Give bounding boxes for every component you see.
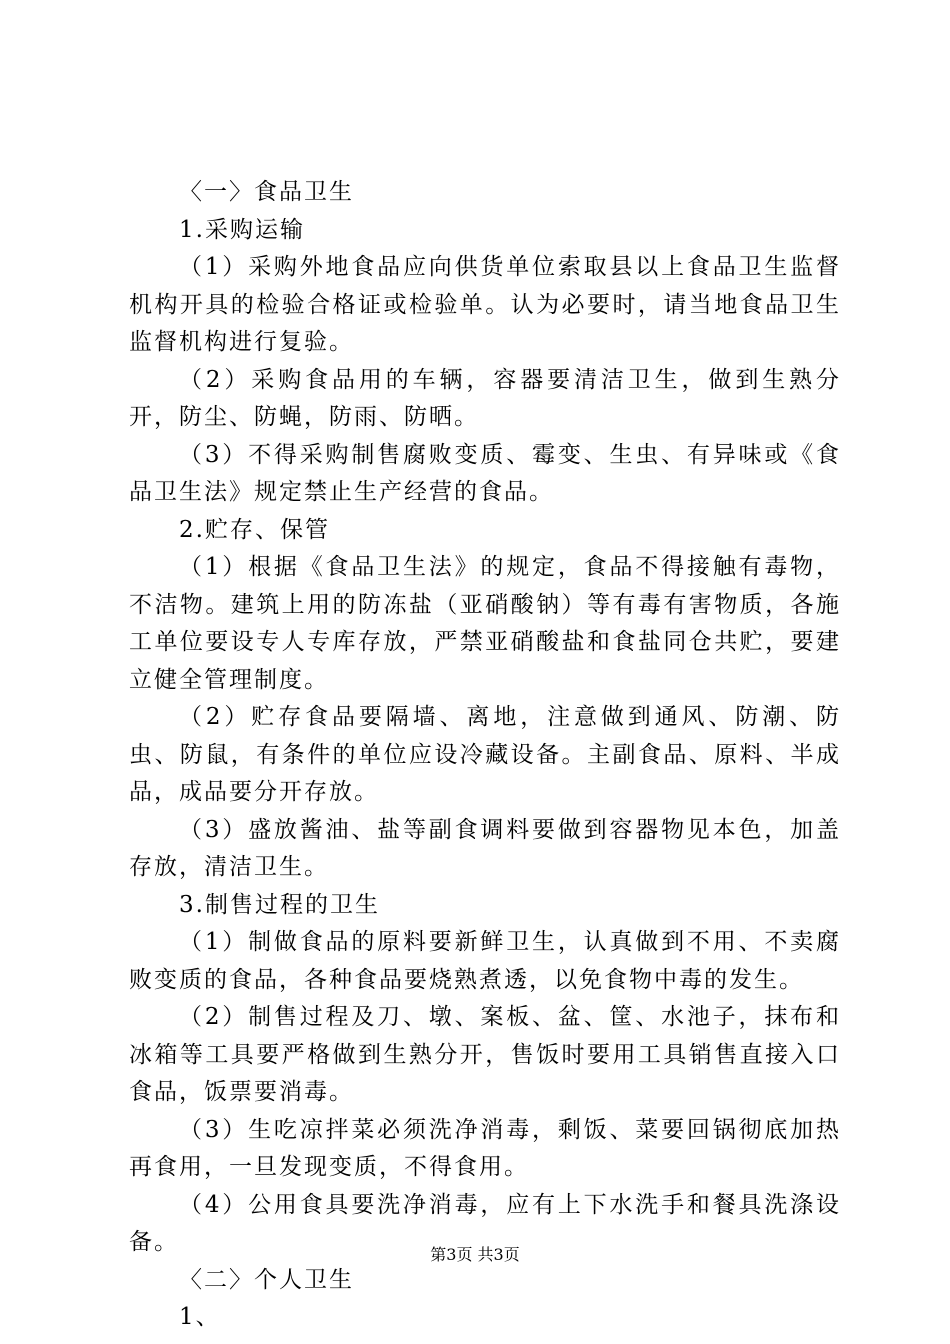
paragraph-storage-1: （1）根据《食品卫生法》的规定，食品不得接触有毒物，不洁物。建筑上用的防冻盐（亚硝酸钠）等有毒有害物质，各施工单位要设专人专库存放，严禁亚硝酸盐和食盐同仓共贮，要建立健全管理制度。 — [129, 554, 841, 693]
paragraph-process-1: （1）制做食品的原料要新鲜卫生，认真做到不用、不卖腐败变质的食品，各种食品要烧熟煮透，以免食物中毒的发生。 — [129, 929, 841, 993]
paragraph-storage-2: （2）贮存食品要隔墙、离地，注意做到通风、防潮、防虫、防鼠，有条件的单位应设冷藏设备。主副食品、原料、半成品，成品要分开存放。 — [129, 704, 841, 805]
document-body — [129, 174, 841, 1337]
section-heading-personal-hygiene: 〈二〉个人卫生 — [179, 1266, 354, 1293]
paragraph-process-2: （2）制售过程及刀、墩、案板、盆、筐、水池子，抹布和冰箱等工具要严格做到生熟分开，售饭时要用工具销售直接入口食品，饭票要消毒。 — [129, 1004, 841, 1105]
paragraph-process-4: （4）公用食具要洗净消毒，应有上下水洗手和餐具洗涤设备。 — [129, 1191, 841, 1255]
paragraph-purchase-2: （2）采购食品用的车辆，容器要清洁卫生，做到生熟分开，防尘、防蝇，防雨、防晒。 — [129, 366, 841, 430]
page-footer: 第3页 共3页 — [430, 1245, 520, 1264]
section-heading-food-hygiene: 〈一〉食品卫生 — [179, 179, 354, 205]
subheading-process-hygiene: 3.制售过程的卫生 — [179, 891, 380, 918]
paragraph-purchase-1: （1）采购外地食品应向供货单位索取县以上食品卫生监督机构开具的检验合格证或检验单。认为必要时，请当地食品卫生监督机构进行复验。 — [129, 254, 841, 355]
paragraph-process-3: （3）生吃凉拌菜必须洗净消毒，剩饭、菜要回锅彻底加热再食用，一旦发现变质，不得食用。 — [129, 1116, 841, 1180]
subheading-purchase-transport: 1.采购运输 — [179, 216, 305, 243]
subheading-storage: 2.贮存、保管 — [179, 516, 330, 543]
subheading-personal-1: 1、 — [179, 1304, 221, 1330]
paragraph-purchase-3: （3）不得采购制售腐败变质、霉变、生虫、有异味或《食品卫生法》规定禁止生产经营的食品。 — [129, 441, 841, 505]
paragraph-storage-3: （3）盛放酱油、盐等副食调料要做到容器物见本色，加盖存放，清洁卫生。 — [129, 816, 841, 880]
